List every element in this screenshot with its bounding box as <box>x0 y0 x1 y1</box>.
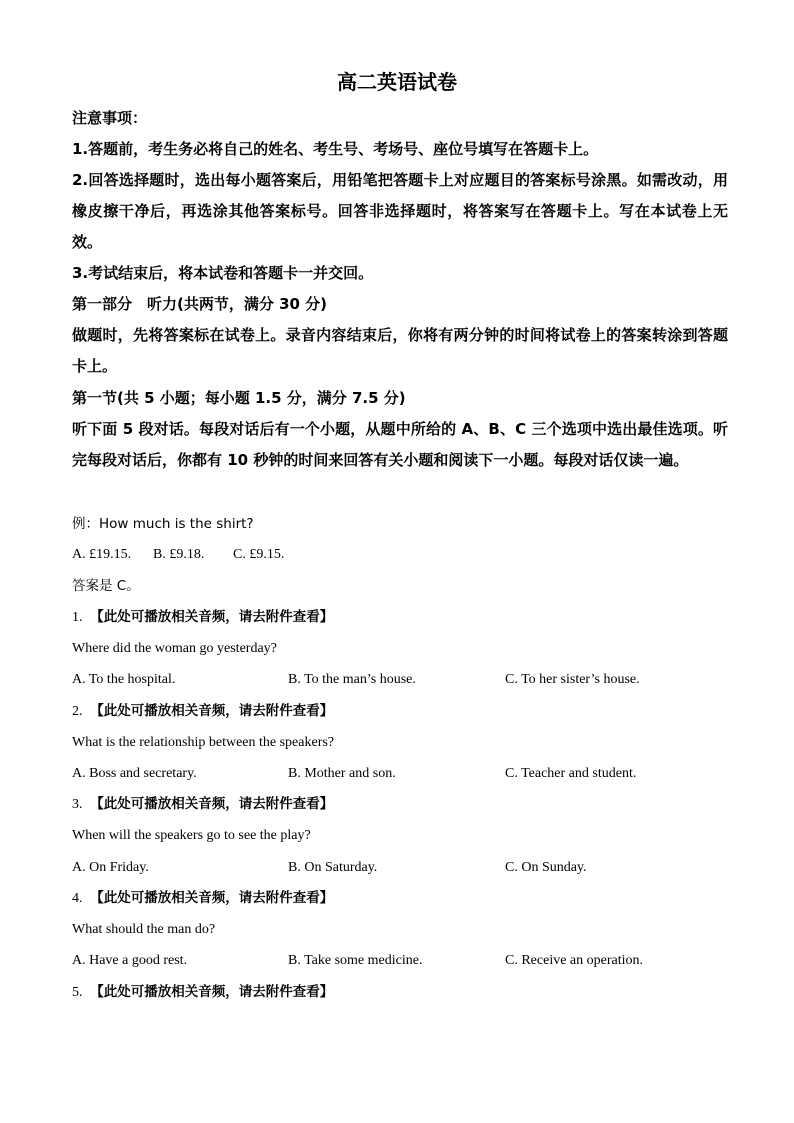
question-number: 5. <box>72 985 83 1000</box>
section1-instruction: 听下面 5 段对话。每段对话后有一个小题，从题中所给的 A、B、C 三个选项中选出最佳选项。听完每段对话后，你都有 10 秒钟的时间来回答有关小题和阅读下一小题。每段对话仅读一遍。 <box>72 420 728 469</box>
audio-note-q1 <box>72 608 727 627</box>
question-number: 3. <box>72 797 83 812</box>
part1-instruction: 做题时，先将答案标在试卷上。录音内容结束后，你将有两分钟的时间将试卷上的答案转涂到答题卡上。 <box>72 326 728 375</box>
option-a: A. Boss and secretary. <box>72 766 197 781</box>
notice-heading: 注意事项： <box>72 109 148 127</box>
option-c: C. Teacher and student. <box>505 766 637 781</box>
notice-item-2: 2.回答选择题时，选出每小题答案后，用铅笔把答题卡上对应题目的答案标号涂黑。如需改动，用橡皮擦干净后，再选涂其他答案标号。回答非选择题时，将答案写在答题卡上。写在本试卷上无效。 <box>72 171 728 251</box>
question-2-options <box>72 765 728 783</box>
question-4-text: What should the man do? <box>72 922 216 937</box>
audio-note-text: 【此处可播放相关音频，请去附件查看】 <box>90 890 334 906</box>
part1-heading: 第一部分 听力(共两节，满分 30 分) <box>72 295 328 313</box>
question-number: 4. <box>72 891 83 906</box>
audio-note-q5 <box>72 983 727 1002</box>
example-option-a: A. £19.15. <box>72 547 132 562</box>
option-c: C. To her sister’s house. <box>505 672 640 687</box>
example-answer: 答案是 C。 <box>72 578 140 594</box>
page-title: 高二英语试卷 <box>337 70 457 94</box>
question-4-options <box>72 952 728 970</box>
option-c: C. Receive an operation. <box>505 953 644 968</box>
example-options <box>72 546 728 564</box>
question-number: 2. <box>72 704 83 719</box>
question-number: 1. <box>72 610 83 625</box>
option-b: B. Take some medicine. <box>288 953 423 968</box>
option-b: B. To the man’s house. <box>288 672 416 687</box>
audio-note-q2 <box>72 702 727 721</box>
audio-note-q3 <box>72 795 727 814</box>
option-b: B. Mother and son. <box>288 766 396 781</box>
audio-note-text: 【此处可播放相关音频，请去附件查看】 <box>90 984 334 1000</box>
option-a: A. To the hospital. <box>72 672 176 687</box>
notice-item-1: 1.答题前，考生务必将自己的姓名、考生号、考场号、座位号填写在答题卡上。 <box>72 140 599 158</box>
example-option-b: B. £9.18. <box>153 547 205 562</box>
option-a: A. Have a good rest. <box>72 953 188 968</box>
audio-note-text: 【此处可播放相关音频，请去附件查看】 <box>90 703 334 719</box>
example-option-c: C. £9.15. <box>233 547 285 562</box>
question-3-text: When will the speakers go to see the play? <box>72 828 311 843</box>
example-question: 例：How much is the shirt? <box>72 516 254 532</box>
question-1-options <box>72 671 728 689</box>
audio-note-text: 【此处可播放相关音频，请去附件查看】 <box>90 609 334 625</box>
question-3-options <box>72 859 728 877</box>
question-2-text: What is the relationship between the speakers? <box>72 735 335 750</box>
audio-note-q4 <box>72 889 727 908</box>
audio-note-text: 【此处可播放相关音频，请去附件查看】 <box>90 796 334 812</box>
option-b: B. On Saturday. <box>288 860 378 875</box>
question-1-text: Where did the woman go yesterday? <box>72 641 277 656</box>
notice-item-3: 3.考试结束后，将本试卷和答题卡一并交回。 <box>72 264 374 282</box>
option-a: A. On Friday. <box>72 860 149 875</box>
section1-heading: 第一节(共 5 小题；每小题 1.5 分，满分 7.5 分) <box>72 389 406 407</box>
option-c: C. On Sunday. <box>505 860 587 875</box>
